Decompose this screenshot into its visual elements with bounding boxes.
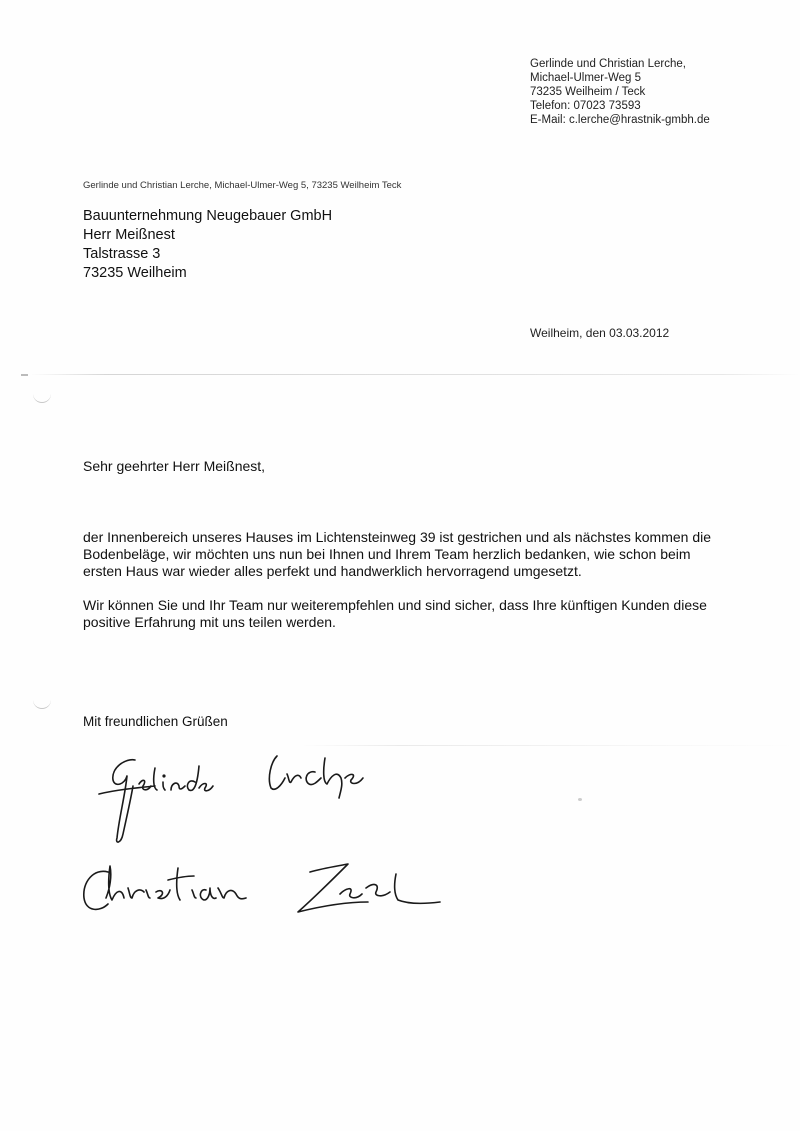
fold-crease-lower: [300, 745, 800, 746]
sender-email: E-Mail: c.lerche@hrastnik-gmbh.de: [530, 114, 710, 126]
recipient-person: Herr Meißnest: [83, 227, 175, 243]
closing-phrase: Mit freundlichen Grüßen: [83, 714, 228, 729]
paragraph-line: ersten Haus war wieder alles perfekt und handwerklich hervorragend umgesetzt.: [83, 563, 582, 579]
sender-name: Gerlinde und Christian Lerche,: [530, 58, 686, 70]
body-paragraph-2: [83, 597, 763, 631]
recipient-city: 73235 Weilheim: [83, 265, 187, 281]
punch-hole-lower: [33, 698, 51, 709]
paragraph-line: der Innenbereich unseres Hauses im Lichtensteinweg 39 ist gestrichen und als nächstes kommen die: [83, 529, 712, 545]
paper-speck: [578, 798, 582, 801]
punch-hole-upper: [33, 392, 51, 403]
recipient-street: Talstrasse 3: [83, 246, 161, 262]
signature-christian: [78, 858, 458, 928]
recipient-address-block: [83, 207, 332, 283]
paragraph-line: Bodenbeläge, wir möchten uns nun bei Ihnen und Ihrem Team herzlich bedanken, wie schon beim: [83, 546, 691, 562]
paragraph-line: positive Erfahrung mit uns teilen werden.: [83, 614, 336, 630]
sender-address-block: [530, 57, 710, 127]
sender-phone: Telefon: 07023 73593: [530, 100, 641, 112]
paragraph-line: Wir können Sie und Ihr Team nur weiterempfehlen und sind sicher, dass Ihre künftigen Kunden diese: [83, 597, 707, 613]
recipient-company: Bauunternehmung Neugebauer GmbH: [83, 208, 333, 224]
letter-date: Weilheim, den 03.03.2012: [530, 326, 670, 340]
return-address-line: Gerlinde und Christian Lerche, Michael-Ulmer-Weg 5, 73235 Weilheim Teck: [83, 180, 402, 191]
sender-city: 73235 Weilheim / Teck: [530, 86, 646, 98]
body-paragraph-1: [83, 529, 763, 580]
fold-crease: [30, 374, 800, 375]
salutation: Sehr geehrter Herr Meißnest,: [83, 458, 266, 474]
sender-street: Michael-Ulmer-Weg 5: [530, 72, 641, 84]
signature-gerlinde: [95, 738, 375, 848]
fold-mark: [21, 374, 28, 376]
